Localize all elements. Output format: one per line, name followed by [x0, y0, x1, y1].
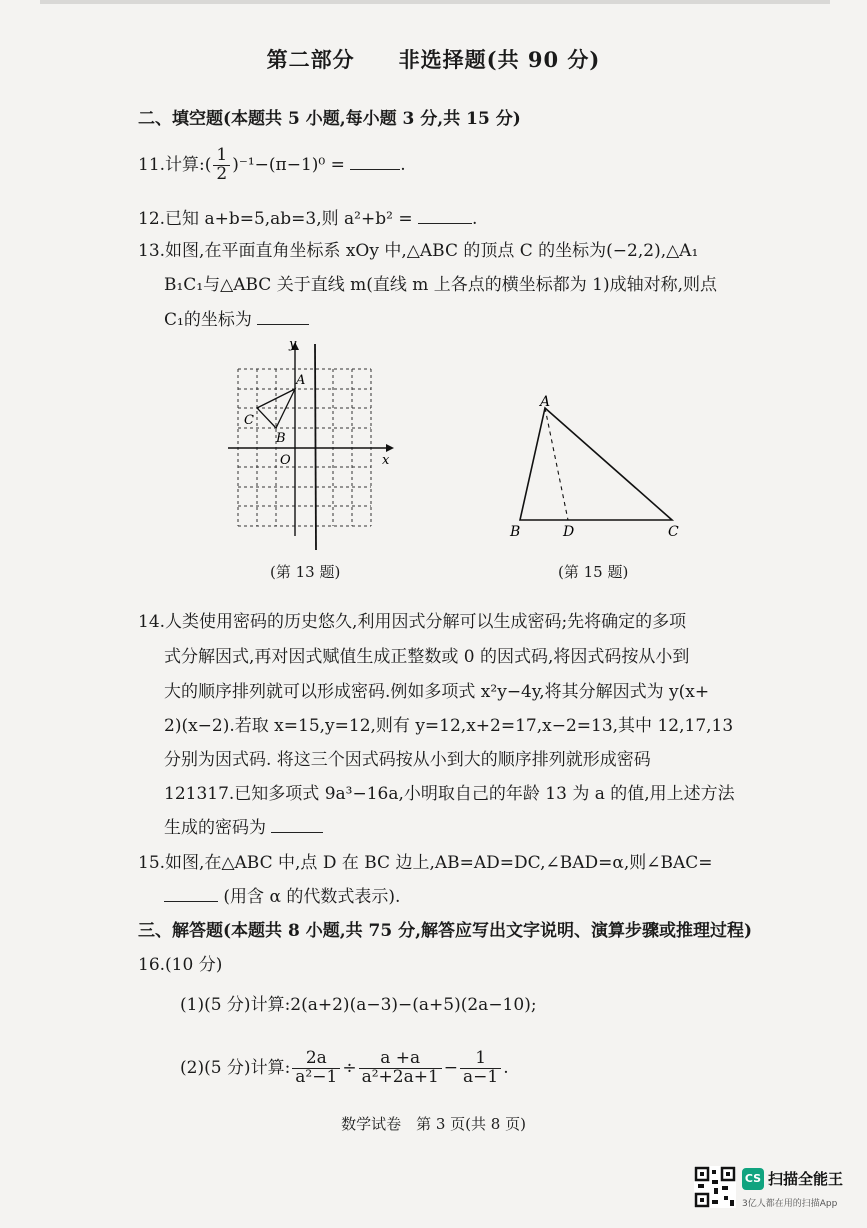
q14-line-2: 式分解因式,再对因式赋值生成正整数或 0 的因式码,将因式码按从小到	[164, 647, 690, 667]
q12-answer-blank	[418, 222, 472, 224]
line-m	[315, 344, 316, 550]
label-b: B	[276, 431, 286, 446]
q15-line-1: 15.如图,在△ABC 中,点 D 在 BC 边上,AB=AD=DC,∠BAD=α,则∠BAC=	[138, 853, 713, 873]
q15-line-2	[164, 882, 400, 907]
q16-div: ÷	[342, 1057, 357, 1078]
q11-prefix: 11.计算:(	[138, 154, 212, 175]
q11-answer-blank	[350, 168, 400, 170]
q14-line-7	[164, 813, 323, 838]
q14-line-3: 大的顺序排列就可以形成密码.例如多项式 x²y−4y,将其分解因式为 y(x+	[164, 682, 710, 702]
solution-heading: 三、解答题(本题共 8 小题,共 75 分,解答应写出文字说明、演算步骤或推理过程)	[138, 921, 753, 941]
figure-13-caption: (第 13 题)	[270, 563, 341, 581]
page-top-edge	[40, 0, 830, 4]
qr-code-icon	[694, 1166, 736, 1208]
figure-15-caption: (第 15 题)	[558, 563, 629, 581]
q15-answer-blank	[164, 900, 218, 902]
q15-line-2-text: (用含 α 的代数式表示).	[223, 887, 401, 907]
figure-13-coordinate-grid	[220, 336, 400, 556]
q16-fraction-1	[292, 1050, 340, 1087]
q12-end: .	[472, 209, 478, 229]
figure-15-triangle	[500, 390, 700, 550]
q14-line-5: 分别为因式码. 将这三个因式码按从小到大的顺序排列就形成密码	[164, 750, 651, 770]
q14-line-1: 14.人类使用密码的历史悠久,利用因式分解可以生成密码;先将确定的多项	[138, 612, 687, 632]
q16-title: 16.(10 分)	[138, 955, 223, 975]
q16-f1-num: 2a	[292, 1050, 340, 1069]
q13-line-1: 13.如图,在平面直角坐标系 xOy 中,△ABC 的顶点 C 的坐标为(−2,2),△A₁	[138, 241, 699, 261]
label-x: x	[382, 453, 390, 468]
label-c: C	[244, 413, 254, 428]
q16-f2-num: a +a	[359, 1050, 442, 1069]
label-d: D	[563, 524, 575, 540]
q14-line-4: 2)(x−2).若取 x=15,y=12,则有 y=12,x+2=17,x−2=13,其中 12,17,13	[164, 716, 734, 736]
section-title: 第二部分 非选择题(共 90 分)	[266, 47, 601, 72]
x-axis-arrow	[386, 444, 394, 452]
q16-fraction-2	[359, 1050, 442, 1087]
q11-rest: )⁻¹−(π−1)⁰ =	[232, 154, 345, 175]
q14-line-7-text: 生成的密码为	[164, 818, 266, 838]
q13-answer-blank	[257, 323, 309, 325]
camscanner-logo: CS	[742, 1168, 764, 1190]
q13-line-3-text: C₁的坐标为	[164, 310, 252, 330]
q16-part-1: (1)(5 分)计算:2(a+2)(a−3)−(a+5)(2a−10);	[180, 995, 537, 1015]
q13-line-3	[164, 305, 309, 330]
label-b: B	[510, 524, 521, 540]
label-c: C	[668, 524, 679, 540]
q12-text: 12.已知 a+b=5,ab=3,则 a²+b² =	[138, 209, 413, 229]
q16-end: .	[503, 1057, 509, 1078]
q16-part-2-prefix: (2)(5 分)计算:	[180, 1057, 291, 1078]
label-origin: O	[280, 453, 291, 468]
q16-f3-den: a−1	[463, 1066, 499, 1087]
camscanner-tagline: 3亿人都在用的扫描App	[742, 1199, 838, 1209]
question-11	[138, 147, 406, 184]
label-a: A	[296, 373, 306, 388]
q11-fraction	[213, 147, 230, 184]
camscanner-name: 扫描全能王	[768, 1170, 844, 1188]
q16-minus: −	[443, 1057, 459, 1078]
triangle-abc	[520, 408, 672, 520]
q16-f1-den: a²−1	[295, 1066, 338, 1087]
label-y: y	[289, 337, 297, 352]
q14-line-6: 121317.已知多项式 9a³−16a,小明取自己的年龄 13 为 a 的值,用上述方法	[164, 784, 735, 804]
page-footer: 数学试卷 第 3 页(共 8 页)	[341, 1115, 526, 1133]
q11-end: .	[400, 154, 406, 175]
q16-fraction-3	[460, 1050, 501, 1087]
q13-line-2: B₁C₁与△ABC 关于直线 m(直线 m 上各点的横坐标都为 1)成轴对称,则点	[164, 275, 718, 295]
q16-f3-num: 1	[460, 1050, 501, 1069]
q16-part-2	[180, 1050, 509, 1087]
q14-answer-blank	[271, 831, 323, 833]
question-12	[138, 204, 477, 229]
label-a: A	[540, 394, 551, 410]
q11-frac-num: 1	[213, 147, 230, 166]
fill-in-heading: 二、填空题(本题共 5 小题,每小题 3 分,共 15 分)	[138, 109, 521, 129]
q11-frac-den: 2	[216, 163, 228, 184]
q16-f2-den: a²+2a+1	[361, 1066, 439, 1087]
